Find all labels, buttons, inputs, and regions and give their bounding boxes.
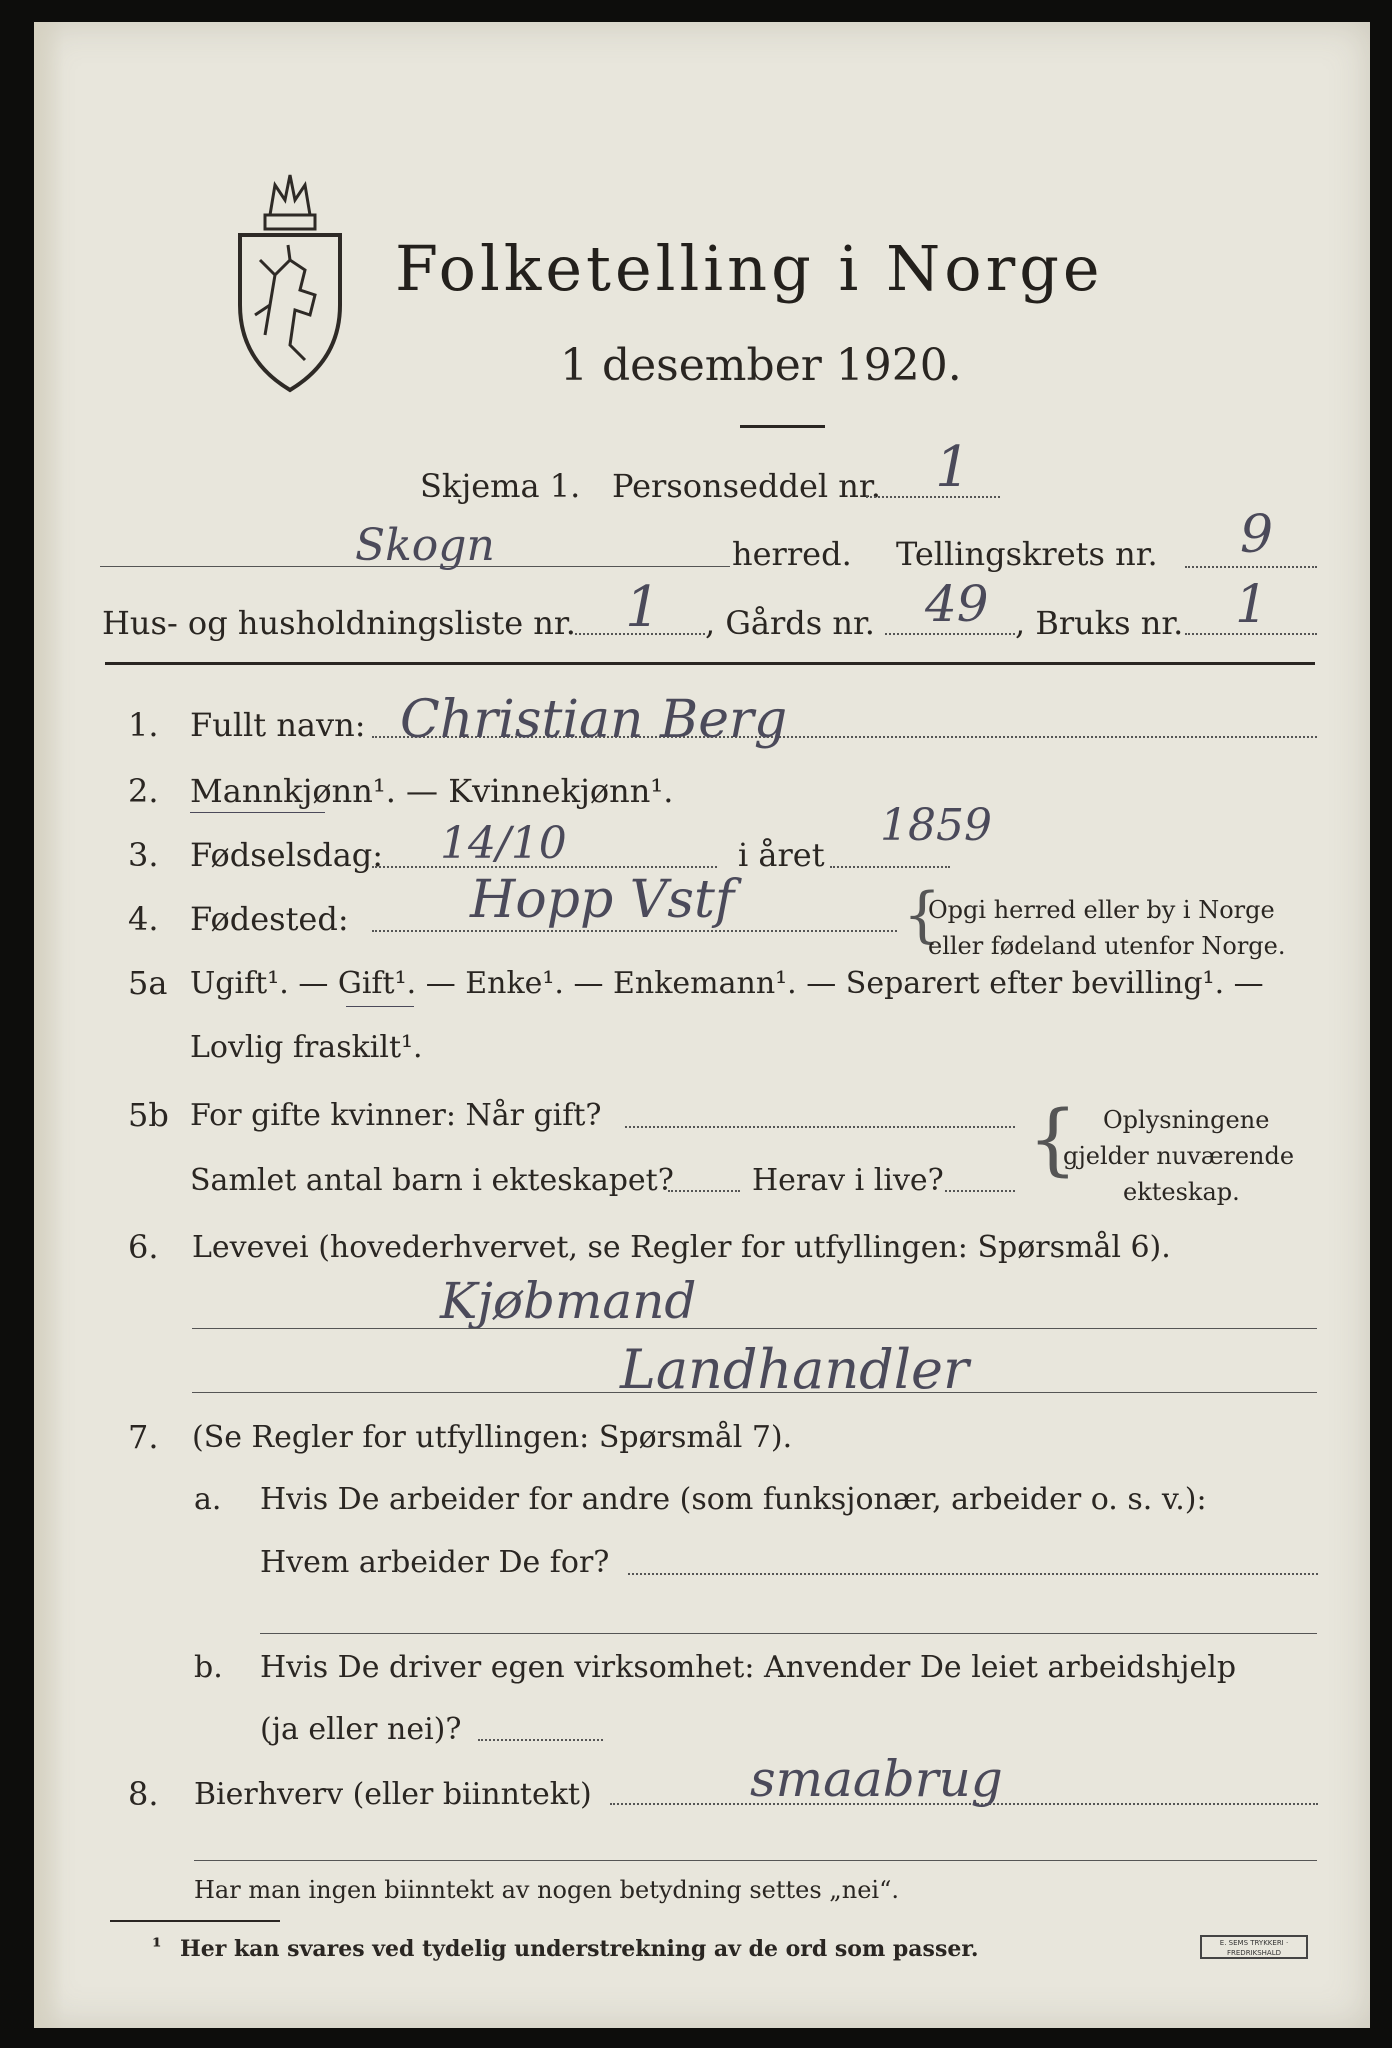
paper-edge [34, 22, 64, 2028]
q5a-options[interactable]: Ugift¹. — Gift¹. — Enke¹. — Enkemann¹. — Separert efter bevilling¹. — [190, 966, 1264, 1001]
personseddel-label: Personseddel nr. [612, 467, 881, 505]
q5b-alive-label: Herav i live? [752, 1163, 944, 1198]
q4-brace: { [903, 880, 942, 950]
q4-label: Fødested: [190, 900, 349, 938]
q7a-answer-line-2[interactable] [260, 1633, 1317, 1634]
q5a-underline-mark [346, 1006, 414, 1007]
personseddel-value[interactable]: 1 [935, 435, 971, 500]
bruks-label: , Bruks nr. [1015, 604, 1184, 642]
tellingskrets-line [1185, 566, 1317, 568]
q3-year-value[interactable]: 1859 [880, 800, 992, 851]
q7b-letter: b. [194, 1650, 223, 1685]
tellingskrets-value[interactable]: 9 [1240, 505, 1274, 565]
q1-number: 1. [128, 706, 159, 744]
q6-line-1 [192, 1328, 1317, 1329]
gards-value[interactable]: 49 [925, 575, 989, 633]
q1-value[interactable]: Christian Berg [400, 690, 788, 750]
q5b-alive-line [945, 1190, 1015, 1192]
q3-year-line [830, 866, 950, 868]
form-title: Folketelling i Norge [395, 232, 1104, 305]
q5b-note-1: Oplysningene [1103, 1106, 1270, 1134]
tellingskrets-label: Tellingskrets nr. [896, 535, 1158, 573]
herred-label: herred. [732, 535, 852, 573]
q7-label: (Se Regler for utfyllingen: Spørsmål 7). [192, 1420, 793, 1455]
footnote-mark: ¹ [152, 1934, 162, 1960]
gards-line [885, 633, 1015, 635]
footnote-text: Her kan svares ved tydelig understrekning av de ord som passer. [180, 1936, 979, 1962]
q7a-line-1: Hvis De arbeider for andre (som funksjonær, arbeider o. s. v.): [260, 1482, 1207, 1517]
q5b-when-line [625, 1126, 1015, 1128]
q5b-number: 5b [128, 1096, 169, 1134]
q5b-children-line [668, 1190, 740, 1192]
q7a-letter: a. [194, 1482, 222, 1517]
q8-number: 8. [128, 1775, 159, 1813]
q4-note-1: Opgi herred eller by i Norge [928, 896, 1275, 924]
q4-number: 4. [128, 900, 159, 938]
q6-line-2 [192, 1392, 1317, 1393]
q7b-line-2: (ja eller nei)? [260, 1712, 462, 1747]
norway-coat-of-arms-icon [230, 165, 350, 395]
skjema-label: Skjema 1. [420, 467, 581, 505]
q3-year-label: i året [738, 836, 825, 874]
q8-label: Bierhverv (eller biinntekt) [194, 1777, 592, 1812]
q6-number: 6. [128, 1228, 159, 1266]
footer-note: Har man ingen biinntekt av nogen betydning settes „nei“. [194, 1876, 899, 1904]
q2-underline-mark [190, 812, 325, 813]
gards-label: , Gårds nr. [705, 604, 875, 642]
q6-value-2[interactable]: Landhandler [620, 1338, 969, 1401]
footnote-divider [110, 1920, 280, 1922]
q3-number: 3. [128, 836, 159, 874]
q8-value[interactable]: smaabrug [750, 1750, 1003, 1808]
q7a-answer-line[interactable] [628, 1573, 1318, 1575]
census-date: 1 desember 1920. [560, 340, 962, 391]
q7a-line-2: Hvem arbeider De for? [260, 1545, 610, 1580]
q3-label: Fødselsdag: [190, 836, 384, 874]
q3-value[interactable]: 14/10 [440, 818, 567, 869]
q4-value[interactable]: Hopp Vstf [470, 870, 735, 930]
q7b-line-1: Hvis De driver egen virksomhet: Anvender De leiet arbeidshjelp [260, 1650, 1237, 1685]
title-divider [740, 425, 825, 428]
q5b-note-3: ekteskap. [1123, 1178, 1240, 1206]
bruks-value[interactable]: 1 [1235, 575, 1269, 635]
q5b-brace: { [1028, 1095, 1078, 1185]
personseddel-line [866, 496, 1000, 498]
q2-number: 2. [128, 772, 159, 810]
q5a-options-2[interactable]: Lovlig fraskilt¹. [190, 1030, 423, 1065]
hus-label: Hus- og husholdningsliste nr. [102, 604, 576, 642]
q1-label: Fullt navn: [190, 706, 366, 744]
header-divider [105, 662, 1315, 665]
q4-note-2: eller fødeland utenfor Norge. [928, 932, 1286, 960]
q5a-number: 5a [128, 964, 168, 1002]
q8-line-2 [194, 1860, 1317, 1861]
q7-number: 7. [128, 1418, 159, 1456]
q6-label: Levevei (hovederhvervet, se Regler for utfyllingen: Spørsmål 6). [192, 1230, 1171, 1265]
q5b-line-1: For gifte kvinner: Når gift? [190, 1098, 602, 1133]
hus-value[interactable]: 1 [625, 575, 661, 640]
q7b-answer-line[interactable] [478, 1739, 603, 1741]
q5b-children-label: Samlet antal barn i ekteskapet? [190, 1163, 674, 1198]
q2-options[interactable]: Mannkjønn¹. — Kvinnekjønn¹. [190, 772, 674, 810]
q5b-note-2: gjelder nuværende [1063, 1142, 1295, 1170]
herred-value[interactable]: Skogn [355, 520, 495, 571]
printer-stamp: E. SEMS TRYKKERI · FREDRIKSHALD [1200, 1935, 1308, 1959]
q4-line [372, 930, 897, 932]
q6-value-1[interactable]: Kjøbmand [440, 1272, 697, 1330]
